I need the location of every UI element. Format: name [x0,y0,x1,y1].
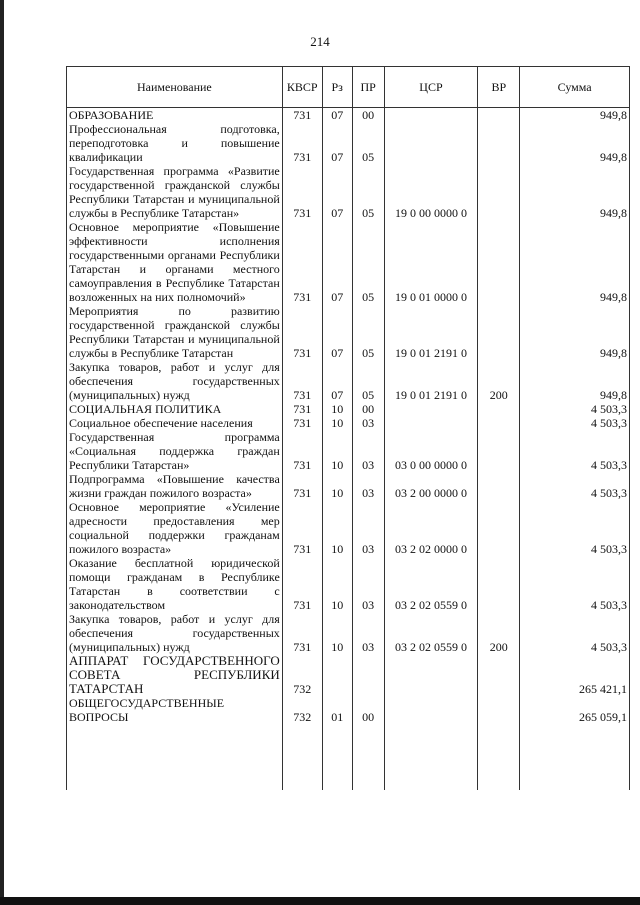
cell-pr: 03 [352,472,384,500]
cell-vr: 200 [478,360,520,402]
header-kvsr: КВСР [282,67,322,108]
cell-rz: 07 [322,304,352,360]
cell-vr [478,108,520,123]
budget-table [66,66,630,790]
cell-kvsr: 732 [282,696,322,724]
cell-sum: 949,8 [520,220,630,304]
cell-sum: 265 059,1 [520,696,630,724]
cell-name: Профессиональная подготовка, переподготовка и повышение квалификации [67,122,283,164]
table-row [67,612,630,654]
cell-csr [384,416,478,430]
cell-pr: 00 [352,402,384,416]
scan-bottom-edge [0,897,640,905]
cell-rz: 10 [322,402,352,416]
filler-cell [67,724,283,790]
table-row [67,164,630,220]
cell-rz: 10 [322,612,352,654]
table-row [67,696,630,724]
cell-csr: 03 2 02 0559 0 [384,556,478,612]
filler-cell [384,724,478,790]
cell-name: Закупка товаров, работ и услуг для обеспечения государственных (муниципальных) нужд [67,360,283,402]
cell-sum: 4 503,3 [520,500,630,556]
cell-csr [384,654,478,696]
cell-pr [352,654,384,696]
filler-cell [282,724,322,790]
cell-vr [478,220,520,304]
cell-pr: 05 [352,122,384,164]
table-row [67,654,630,696]
header-rz: Рз [322,67,352,108]
cell-sum: 4 503,3 [520,556,630,612]
cell-pr: 05 [352,164,384,220]
cell-vr [478,416,520,430]
page-number: 214 [310,34,330,49]
cell-vr [478,304,520,360]
cell-kvsr: 731 [282,402,322,416]
table-row [67,122,630,164]
cell-vr [478,122,520,164]
cell-name: Подпрограмма «Повышение качества жизни граждан пожилого возраста» [67,472,283,500]
cell-rz: 10 [322,416,352,430]
cell-vr [478,402,520,416]
scan-left-edge [0,0,4,905]
cell-csr: 19 0 00 0000 0 [384,164,478,220]
header-pr: ПР [352,67,384,108]
cell-name: Социальное обеспечение населения [67,416,283,430]
cell-vr [478,696,520,724]
cell-rz: 10 [322,430,352,472]
cell-vr [478,654,520,696]
cell-pr: 03 [352,556,384,612]
cell-sum: 4 503,3 [520,612,630,654]
cell-kvsr: 731 [282,500,322,556]
cell-csr [384,402,478,416]
cell-sum: 949,8 [520,122,630,164]
cell-csr: 03 2 02 0559 0 [384,612,478,654]
cell-sum: 949,8 [520,164,630,220]
cell-pr: 03 [352,430,384,472]
cell-sum: 949,8 [520,304,630,360]
cell-kvsr: 731 [282,430,322,472]
table-row [67,304,630,360]
header-csr: ЦСР [384,67,478,108]
cell-csr [384,696,478,724]
cell-pr: 03 [352,416,384,430]
cell-rz: 07 [322,122,352,164]
cell-pr: 05 [352,360,384,402]
cell-rz: 07 [322,360,352,402]
cell-name: ОБРАЗОВАНИЕ [67,108,283,123]
cell-rz: 07 [322,108,352,123]
table-row [67,416,630,430]
cell-sum: 4 503,3 [520,416,630,430]
cell-kvsr: 731 [282,556,322,612]
table-row [67,402,630,416]
cell-kvsr: 731 [282,108,322,123]
cell-sum: 4 503,3 [520,430,630,472]
cell-kvsr: 731 [282,360,322,402]
cell-rz: 07 [322,220,352,304]
cell-name: Оказание бесплатной юридической помощи гражданам в Республике Татарстан в соответствии с законодательством [67,556,283,612]
cell-vr: 200 [478,612,520,654]
cell-pr: 03 [352,500,384,556]
table-header-row [67,67,630,108]
cell-name: Основное мероприятие «Усиление адресности предоставления мер социальной поддержки гражданам пожилого возраста» [67,500,283,556]
cell-kvsr: 731 [282,416,322,430]
cell-csr: 19 0 01 0000 0 [384,220,478,304]
cell-kvsr: 731 [282,220,322,304]
filler-cell [352,724,384,790]
cell-name: Закупка товаров, работ и услуг для обеспечения государственных (муниципальных) нужд [67,612,283,654]
cell-pr: 05 [352,304,384,360]
cell-kvsr: 731 [282,612,322,654]
cell-name: Государственная программа «Социальная поддержка граждан Республики Татарстан» [67,430,283,472]
cell-csr: 19 0 01 2191 0 [384,360,478,402]
cell-name: СОЦИАЛЬНАЯ ПОЛИТИКА [67,402,283,416]
cell-sum: 949,8 [520,108,630,123]
cell-vr [478,430,520,472]
cell-vr [478,556,520,612]
cell-rz: 10 [322,500,352,556]
filler-cell [520,724,630,790]
cell-name: ОБЩЕГОСУДАРСТВЕННЫЕ ВОПРОСЫ [67,696,283,724]
table-body [67,108,630,791]
cell-csr: 19 0 01 2191 0 [384,304,478,360]
header-name: Наименование [67,67,283,108]
cell-kvsr: 731 [282,122,322,164]
cell-sum: 949,8 [520,360,630,402]
cell-sum: 4 503,3 [520,402,630,416]
cell-kvsr: 731 [282,472,322,500]
table-row [67,430,630,472]
cell-rz: 10 [322,556,352,612]
filler-cell [478,724,520,790]
cell-pr: 05 [352,220,384,304]
cell-rz: 07 [322,164,352,220]
table-row [67,360,630,402]
cell-name: АППАРАТ ГОСУДАРСТВЕННОГО СОВЕТА РЕСПУБЛИКИ ТАТАРСТАН [67,654,283,696]
cell-rz: 10 [322,472,352,500]
header-vr: ВР [478,67,520,108]
cell-vr [478,500,520,556]
cell-vr [478,472,520,500]
cell-name: Государственная программа «Развитие государственной гражданской службы Республики Татарстан и муниципальной службы в Республике Татарстан» [67,164,283,220]
cell-sum: 4 503,3 [520,472,630,500]
cell-pr: 03 [352,612,384,654]
cell-csr: 03 2 00 0000 0 [384,472,478,500]
cell-kvsr: 731 [282,304,322,360]
cell-kvsr: 731 [282,164,322,220]
table-row [67,500,630,556]
table-row [67,472,630,500]
table-filler-row [67,724,630,790]
cell-name: Основное мероприятие «Повышение эффективности исполнения государственными органами Республики Татарстан и органами местного самоуправления в Республике Татарстан возложенных на них полномочий» [67,220,283,304]
cell-rz: 01 [322,696,352,724]
cell-name: Мероприятия по развитию государственной гражданской службы Республики Татарстан и муниципальной службы в Республике Татарстан [67,304,283,360]
cell-csr [384,122,478,164]
filler-cell [322,724,352,790]
cell-pr: 00 [352,108,384,123]
header-sum: Сумма [520,67,630,108]
cell-pr: 00 [352,696,384,724]
cell-sum: 265 421,1 [520,654,630,696]
table-row [67,108,630,123]
table-row [67,220,630,304]
cell-rz [322,654,352,696]
cell-kvsr: 732 [282,654,322,696]
cell-csr [384,108,478,123]
table-row [67,556,630,612]
cell-vr [478,164,520,220]
cell-csr: 03 2 02 0000 0 [384,500,478,556]
cell-csr: 03 0 00 0000 0 [384,430,478,472]
